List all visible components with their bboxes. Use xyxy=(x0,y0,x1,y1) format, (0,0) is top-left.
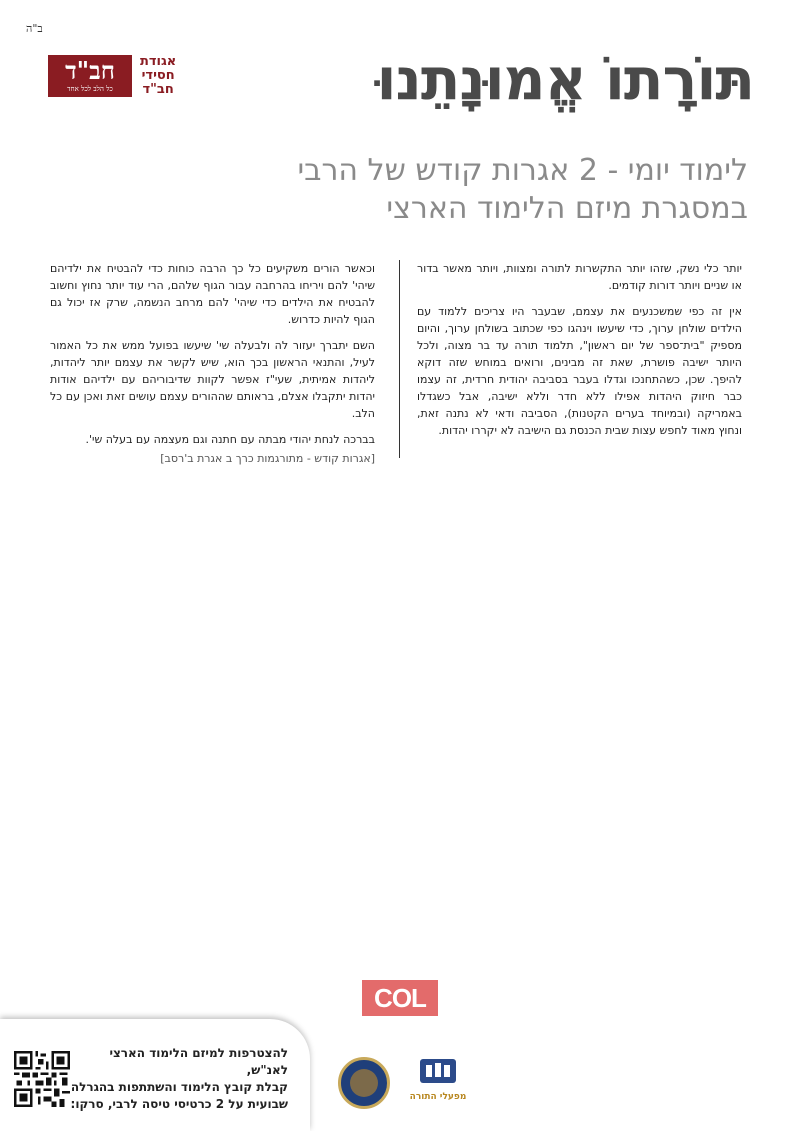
col-watermark-logo: COL xyxy=(362,980,438,1016)
article-paragraph: בברכה לנחת יהודי מבתה עם חתנה וגם מעצמה עם בעלה שי'. xyxy=(85,433,375,446)
article-paragraph: השם יתברך יעזור לה ולבעלה שי' שיעשו בפועל ממש את כל האמור לעיל, והתנאי הראשון בכך הוא, שיש לקשר את עצמם יותר ליהדות, ליהדות אמיתית, שעי"ז אפשר לקוות שדיבוריהם עם ילדיהם אודות יהדות יתקבלו אצלם, בראותם שההורים עצמם עושים זאת ואכן עם כל הלב. xyxy=(50,339,375,420)
logo-slogan: כל הלב לכל אחד xyxy=(67,85,113,93)
footer-signup-text xyxy=(66,1045,288,1113)
logo-badge xyxy=(48,55,132,97)
subtitle-line-2: במסגרת מיזם הלימוד הארצי xyxy=(386,191,748,226)
article-paragraph: וכאשר הורים משקיעים כל כך הרבה כוחות כדי להבטיח את ילדיהם שיהי' להם ויריחו בהרחבה עבור הגוף שלהם, הרי עוד יותר נחוץ וחשוב להבטיח את הילדים כדי שיהי' להם מרחב הנשמה, שרק אז יכול גם הגוף להיות כדרוש. xyxy=(50,262,375,326)
subtitle-line-1: לימוד יומי - 2 אגרות קודש של הרבי xyxy=(297,153,748,188)
seal-inner xyxy=(350,1069,378,1097)
footer-line-3: שבועית על 2 כרטיסי טיסה לרבי, סרקו: xyxy=(70,1097,288,1111)
footer-panel xyxy=(0,1019,310,1131)
article-column-left xyxy=(50,260,375,467)
bh-mark: ב"ה xyxy=(26,22,43,35)
qr-code-icon[interactable] xyxy=(14,1051,70,1107)
seal2-label: מפעלי התורה xyxy=(409,1092,467,1102)
logo-org-name xyxy=(140,55,176,97)
article-paragraph: אין זה כפי שמשכנעים את עצמם, שבעבר היו צריכים ללמוד עם הילדים שולחן ערוך, כדי שיעשו וינהגו כפי שכתוב בשולחן ערוך, והיום מספיק "בית־ספר של יום ראשון", תלמוד תורה עד בר מצוה, ולכל היותר ישיבה פושרת, שאת זה מבינים, ורואים במוחש שזה דוקא להיפך. שכן, כשהתחנכו וגדלו בעבר בסביבה יהודית חרדית, זה עצמו כבר חיזוק היהדות אפילו ללא חדר וללא ישיבה, אבל כשגדלו באמריקה (ובמיוחד בערים הקטנות), הסביבה ודאי לא נתנה זאת, ונחוץ מאוד לחפש עצות שבית הכנסת גם הישיבה לא יקררו יהדות. xyxy=(417,305,742,437)
building-seal-icon xyxy=(338,1057,390,1109)
article-paragraph: יותר כלי נשק, שזהו יותר התקשרות לתורה ומצוות, ויותר מאשר בדור או שניים ויותר דורות קודמים. xyxy=(417,262,742,292)
logo-line-1: אגודת xyxy=(140,54,177,69)
page-title: תּוֹרָתוֹ אֱמוּנָתֵנוּ xyxy=(376,45,754,113)
logo-badge-text: חב"ד xyxy=(65,56,115,85)
mifalei-hatorah-logo-icon xyxy=(409,1055,467,1111)
article-column-right xyxy=(417,260,742,448)
page-subtitle xyxy=(188,152,748,228)
logo-line-2: חסידי xyxy=(141,68,175,83)
article-source: [אגרות קודש - מתורגמות כרך ב אגרת ב'רסב] xyxy=(160,452,375,465)
footer-line-2: קבלת קובץ הלימוד והשתתפות בהגרלה xyxy=(70,1080,288,1094)
logo-line-3: חב"ד xyxy=(142,82,174,97)
footer xyxy=(0,1019,800,1131)
chabad-logo xyxy=(48,54,208,98)
column-divider xyxy=(399,260,400,458)
footer-line-1: להצטרפות למיזם הלימוד הארצי לאנ"ש, xyxy=(109,1046,288,1077)
